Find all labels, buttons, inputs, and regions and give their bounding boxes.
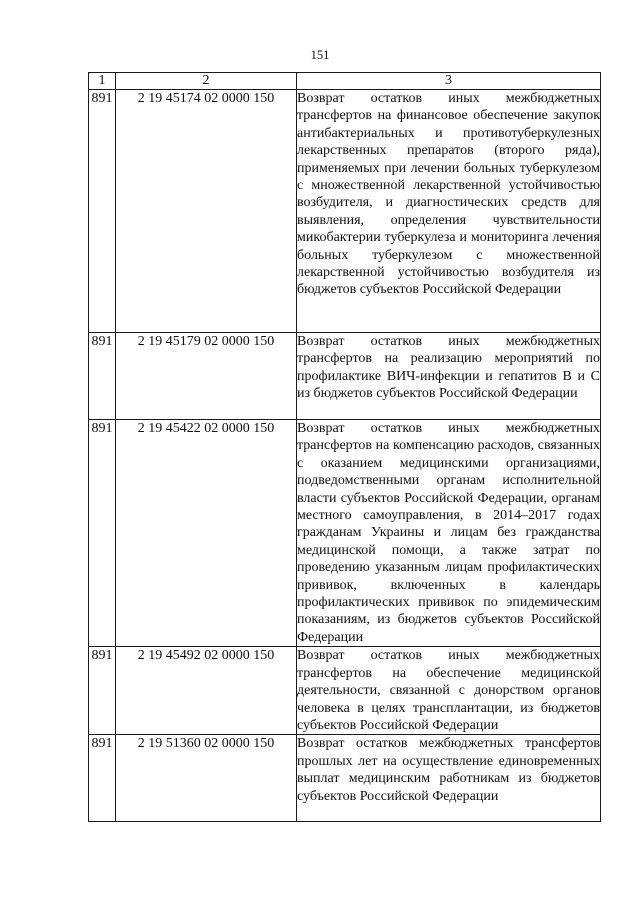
table-row: [89, 90, 601, 333]
budget-classification-table: [88, 72, 601, 822]
column-header-2: 2: [116, 73, 297, 90]
budget-code-cell: 2 19 51360 02 0000 150: [116, 735, 297, 822]
admin-code-cell: 891: [89, 735, 116, 822]
column-header-3: 3: [297, 73, 601, 90]
admin-code-cell: 891: [89, 420, 116, 647]
table-header-row: [89, 73, 601, 90]
budget-code-cell: 2 19 45174 02 0000 150: [116, 90, 297, 333]
description-cell: [297, 420, 601, 647]
description-text: Возврат остатков иных межбюджетных трансфертов на обеспечение медицинской деятельности, связанной с донорством органов человека в целях трансплантации, из бюджетов субъектов Российской Федерации: [297, 648, 600, 733]
description-cell: [297, 90, 601, 333]
description-text: Возврат остатков иных межбюджетных трансфертов на реализацию мероприятий по профилактике ВИЧ-инфекции и гепатитов B и C из бюджетов субъектов Российской Федерации: [297, 334, 600, 402]
admin-code-cell: 891: [89, 333, 116, 420]
table-row: [89, 333, 601, 420]
page-number: 151: [310, 48, 330, 62]
description-cell: [297, 735, 601, 822]
budget-code-cell: 2 19 45492 02 0000 150: [116, 647, 297, 735]
description-text: Возврат остатков межбюджетных трансфертов прошлых лет на осуществление единовременных выплат медицинским работникам из бюджетов субъектов Российской Федерации: [297, 736, 600, 804]
table-row: [89, 647, 601, 735]
admin-code-cell: 891: [89, 90, 116, 333]
description-cell: [297, 647, 601, 735]
table-row: [89, 735, 601, 822]
admin-code-cell: 891: [89, 647, 116, 735]
budget-code-cell: 2 19 45422 02 0000 150: [116, 420, 297, 647]
budget-code-cell: 2 19 45179 02 0000 150: [116, 333, 297, 420]
description-text: Возврат остатков иных межбюджетных трансфертов на компенсацию расходов, связанных с оказанием медицинскими организациями, подведомственными органам исполнительной власти субъектов Российской Федерации, органам местного самоуправления, в 2014–2017 годах гражданам Украины и лицам без гражданства медицинской помощи, а также затрат по проведению указанным лицам профилактических прививок, включенных в календарь профилактических прививок по эпидемическим показаниям, из бюджетов субъектов Российской Федерации: [297, 421, 600, 645]
table-row: [89, 420, 601, 647]
description-text: Возврат остатков иных межбюджетных трансфертов на финансовое обеспечение закупок антибактериальных и противотуберкулезных лекарственных препаратов (второго ряда), применяемых при лечении больных туберкулезом с множественной лекарственной устойчивостью возбудителя, и диагностических средств для выявления, определения чувствительности микобактерии туберкулеза и мониторинга лечения больных туберкулезом с множественной лекарственной устойчивостью возбудителя из бюджетов субъектов Российской Федерации: [297, 91, 600, 298]
description-cell: [297, 333, 601, 420]
column-header-1: 1: [89, 73, 116, 90]
